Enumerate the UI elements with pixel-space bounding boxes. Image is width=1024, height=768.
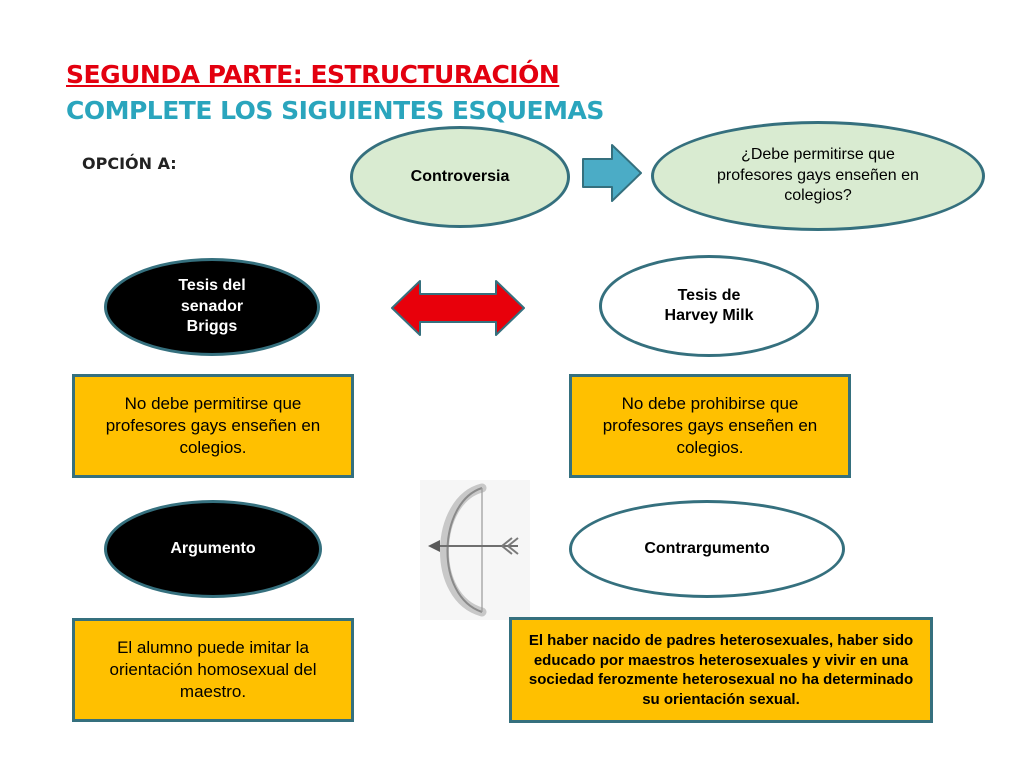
double-arrow-icon [389, 278, 527, 338]
thesis-right-label: Tesis de Harvey Milk [664, 286, 754, 324]
right-arrow-icon [580, 142, 644, 204]
counterargument-box [509, 617, 933, 723]
controversy-question-ellipse [651, 121, 985, 231]
option-label: OPCIÓN A: [82, 154, 177, 173]
argument-box [72, 618, 354, 722]
counterargument-ellipse [569, 500, 845, 598]
thesis-left-label: Tesis del senador Briggs [178, 277, 246, 336]
thesis-right-ellipse [599, 255, 819, 357]
controversy-ellipse [350, 126, 570, 228]
argument-ellipse [104, 500, 322, 598]
page-subtitle: COMPLETE LOS SIGUIENTES ESQUEMAS [66, 96, 604, 125]
counterargument-label: Contrargumento [644, 539, 770, 557]
argument-text: El alumno puede imitar la orientación homosexual del maestro. [109, 637, 317, 702]
bow-and-arrow-icon [420, 480, 530, 620]
thesis-left-box [72, 374, 354, 478]
thesis-left-text: No debe permitirse que profesores gays enseñen en colegios. [105, 393, 321, 458]
controversy-question: ¿Debe permitirse que profesores gays enseñen en colegios? [717, 146, 919, 205]
controversy-label: Controversia [410, 167, 510, 185]
counterargument-text: El haber nacido de padres heterosexuales, haber sido educado por maestros heterosexuales y vivir en una sociedad ferozmente heterosexual no ha determinado su orientación sexual. [528, 632, 914, 708]
argument-label: Argumento [170, 539, 256, 557]
thesis-left-ellipse [104, 258, 320, 356]
page-title: SEGUNDA PARTE: ESTRUCTURACIÓN [66, 60, 560, 89]
thesis-right-text: No debe prohibirse que profesores gays enseñen en colegios. [602, 393, 818, 458]
thesis-right-box [569, 374, 851, 478]
